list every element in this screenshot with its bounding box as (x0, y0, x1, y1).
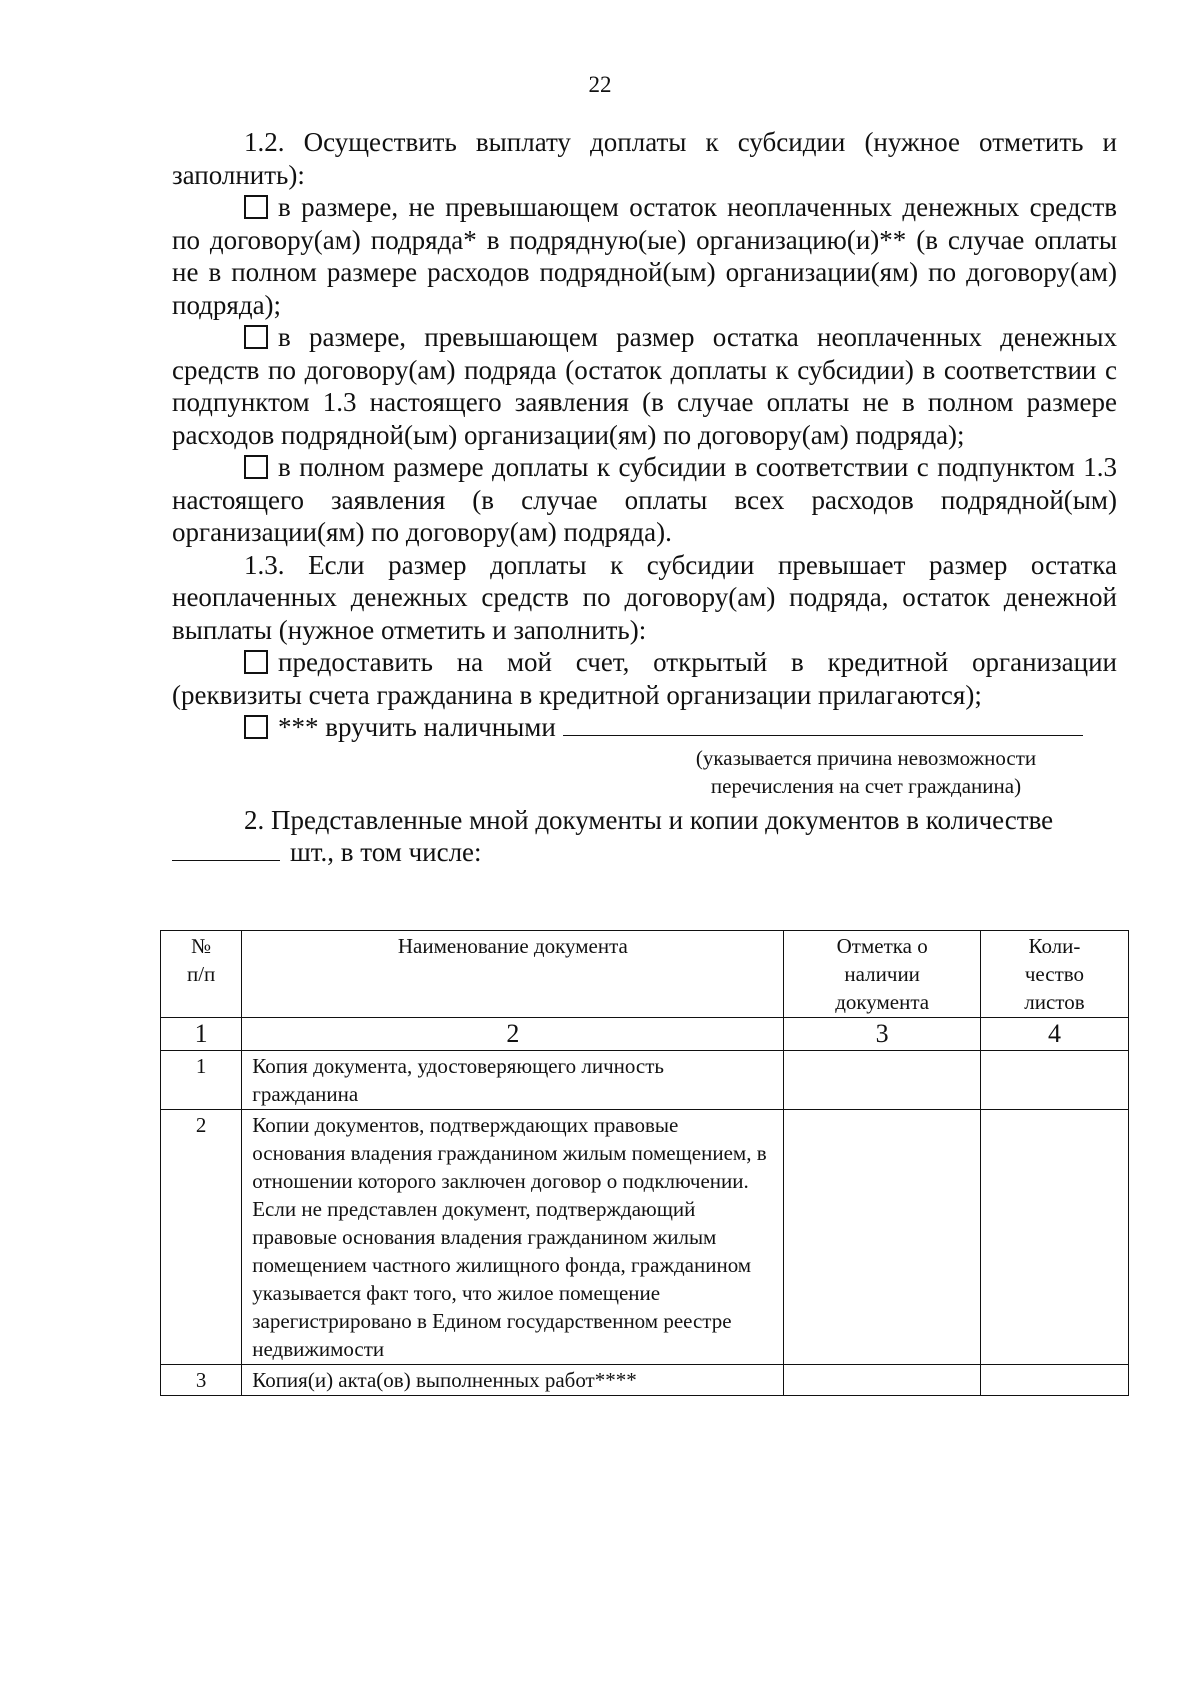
section-2-text-after: шт., в том числе: (290, 837, 482, 867)
cash-reason-hint (646, 744, 1086, 800)
section-2-text-before: 2. Представленные мной документы и копии документов в количестве (244, 804, 1054, 835)
cash-reason-hint-line-1: (указывается причина невозможности (695, 745, 1037, 770)
table-header-row (161, 931, 1129, 1018)
cash-reason-field[interactable] (563, 713, 1083, 736)
sheet-count-cell[interactable] (980, 1051, 1128, 1110)
header-presence-mark: Отметка о наличии документа (784, 931, 980, 1018)
section-2-text (172, 804, 1117, 837)
option-partial-payment (172, 191, 1117, 321)
checkbox-excess-payment[interactable] (244, 325, 268, 349)
document-name: Копия документа, удостоверяющего личность гражданина (242, 1051, 784, 1110)
sheet-count-cell[interactable] (980, 1365, 1128, 1396)
section-2-count-line (172, 836, 1117, 869)
header-number: № п/п (161, 931, 242, 1018)
application-body (172, 126, 1117, 869)
column-number: 4 (980, 1018, 1128, 1051)
column-number: 2 (242, 1018, 784, 1051)
option-cash-text: *** вручить наличными (278, 712, 556, 742)
document-name: Копии документов, подтверждающих правовые основания владения гражданином жилым помещением, в отношении которого заключен договор о подключении. Если не представлен документ, подтверждающий правовые основания владения гражданином жилым помещением частного жилищного фонда, гражданином указывается факт того, что жилое помещение зарегистрировано в Едином государственном реестре недвижимости (242, 1110, 784, 1365)
checkbox-bank-account[interactable] (244, 650, 268, 674)
row-number: 2 (161, 1110, 242, 1365)
column-number-row (161, 1018, 1129, 1051)
sheet-count-cell[interactable] (980, 1110, 1128, 1365)
option-excess-payment (172, 321, 1117, 451)
checkbox-partial-payment[interactable] (244, 195, 268, 219)
option-bank-account-text: предоставить на мой счет, открытый в кредитной организации (реквизиты счета гражданина в кредитной организации прилагаются); (172, 647, 1117, 710)
page-number: 22 (588, 72, 612, 97)
header-document-name: Наименование документа (242, 931, 784, 1018)
presence-mark-cell[interactable] (784, 1110, 980, 1365)
section-1-2-heading: 1.2. Осуществить выплату доплаты к субсидии (нужное отметить и заполнить): (172, 127, 1117, 190)
option-full-payment (172, 451, 1117, 549)
cash-reason-hint-line-2: перечисления на счет гражданина) (710, 773, 1022, 798)
option-cash (172, 711, 1117, 744)
option-full-payment-text: в полном размере доплаты к субсидии в соответствии с подпунктом 1.3 настоящего заявления (в случае оплаты всех расходов подрядной(ым) организации(ям) по договору(ам) подряда). (172, 452, 1117, 547)
presence-mark-cell[interactable] (784, 1365, 980, 1396)
table-row (161, 1110, 1129, 1365)
checkbox-full-payment[interactable] (244, 455, 268, 479)
table-row (161, 1365, 1129, 1396)
row-number: 1 (161, 1051, 242, 1110)
section-1-3-heading: 1.3. Если размер доплаты к субсидии превышает размер остатка неоплаченных денежных средств по договору(ам) подряда, остаток денежной выплаты (нужное отметить и заполнить): (172, 549, 1117, 645)
option-excess-payment-text: в размере, превышающем размер остатка неоплаченных денежных средств по договору(ам) подряда (остаток доплаты к субсидии) в соответствии с подпунктом 1.3 настоящего заявления (в случае оплаты не в полном размере расходов подрядной(ым) организации(ям) по договору(ам) подряда); (172, 322, 1117, 450)
document-name: Копия(и) акта(ов) выполненных работ**** (242, 1365, 784, 1396)
document-count-field[interactable] (172, 838, 280, 861)
row-number: 3 (161, 1365, 242, 1396)
option-partial-payment-text: в размере, не превышающем остаток неоплаченных денежных средств по договору(ам) подряда* в подрядную(ые) организацию(и)** (в случае оплаты не в полном размере расходов подрядной(ым) организации(ям) по договору(ам) подряда); (172, 192, 1117, 320)
header-sheet-count: Коли- чество листов (980, 931, 1128, 1018)
option-bank-account (172, 646, 1117, 711)
presence-mark-cell[interactable] (784, 1051, 980, 1110)
column-number: 1 (161, 1018, 242, 1051)
documents-table (160, 930, 1129, 1396)
checkbox-cash[interactable] (244, 715, 268, 739)
table-row (161, 1051, 1129, 1110)
column-number: 3 (784, 1018, 980, 1051)
